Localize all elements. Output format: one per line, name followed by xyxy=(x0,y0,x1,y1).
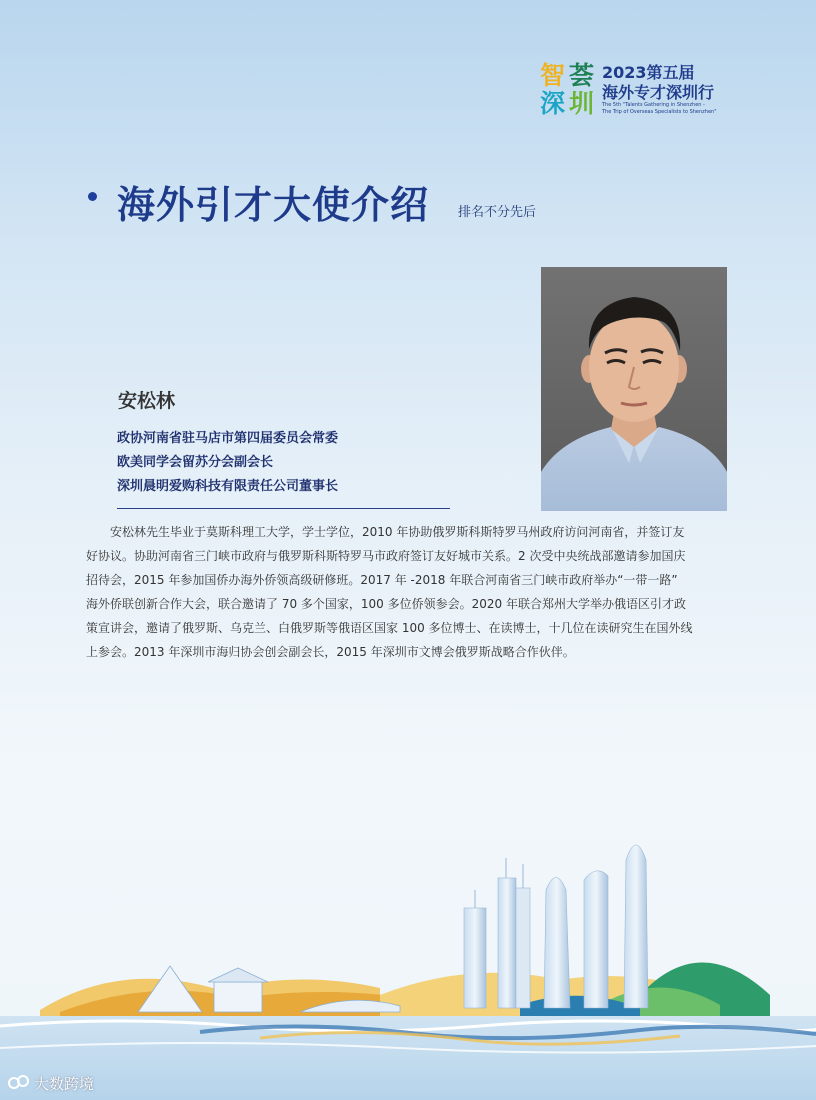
heading-bullet xyxy=(88,192,97,201)
person-title-item: 深圳晨明爱购科技有限责任公司董事长 xyxy=(117,479,339,494)
portrait-photo xyxy=(541,267,727,511)
watermark-logo-icon xyxy=(8,1073,30,1091)
logo-mark xyxy=(540,62,598,118)
portrait-illustration xyxy=(541,267,727,511)
logo-char: 荟 xyxy=(569,61,595,90)
person-title-item: 政协河南省驻马店市第四届委员会常委 xyxy=(117,431,339,446)
logo-char: 圳 xyxy=(569,89,595,118)
logo-english-line-2: The Trip of Overseas Specialists to Shenzhen" xyxy=(602,109,717,115)
watermark-text: 大数跨境 xyxy=(34,1075,95,1093)
biography-line: 上参会。2013 年深圳市海归协会创会副会长，2015 年深圳市文博会俄罗斯战略合作伙伴。 xyxy=(86,645,575,659)
biography-line: 策宣讲会，邀请了俄罗斯、乌克兰、白俄罗斯等俄语区国家 100 多位博士、在读博士，十几位在读研究生在国外线 xyxy=(86,621,693,635)
logo-char: 深 xyxy=(540,89,566,118)
city-skyline-illustration xyxy=(0,820,816,1100)
logo-char: 智 xyxy=(540,61,566,90)
person-title-item: 欧美同学会留苏分会副会长 xyxy=(117,455,274,470)
logo-english-line-1: The 5th "Talents Gathering in Shenzhen - xyxy=(602,102,705,108)
logo-title-line: 海外专才深圳行 xyxy=(602,83,715,102)
biography-line: 海外侨联创新合作大会，联合邀请了 70 多个国家，100 多位侨领参会。2020 年联合郑州大学举办俄语区引才政 xyxy=(86,597,686,611)
event-logo xyxy=(540,58,750,122)
page-title: 海外引才大使介绍 xyxy=(117,183,430,227)
biography-line: 招待会，2015 年参加国侨办海外侨领高级研修班。2017 年 -2018 年联合河南省三门峡市政府举办“一带一路” xyxy=(86,573,678,587)
biography-line: 安松林先生毕业于莫斯科理工大学，学士学位，2010 年协助俄罗斯科斯特罗马州政府访问河南省，并签订友 xyxy=(86,525,685,539)
biography-paragraph xyxy=(86,520,730,664)
person-titles xyxy=(117,427,338,499)
section-divider xyxy=(117,508,450,509)
ranking-note: 排名不分先后 xyxy=(458,205,537,220)
biography-line: 好协议。协助河南省三门峡市政府与俄罗斯科斯特罗马市政府签订友好城市关系。2 次受中央统战部邀请参加国庆 xyxy=(86,549,686,563)
person-name: 安松林 xyxy=(118,390,176,412)
logo-year-line: 2023第五届 xyxy=(602,63,695,82)
